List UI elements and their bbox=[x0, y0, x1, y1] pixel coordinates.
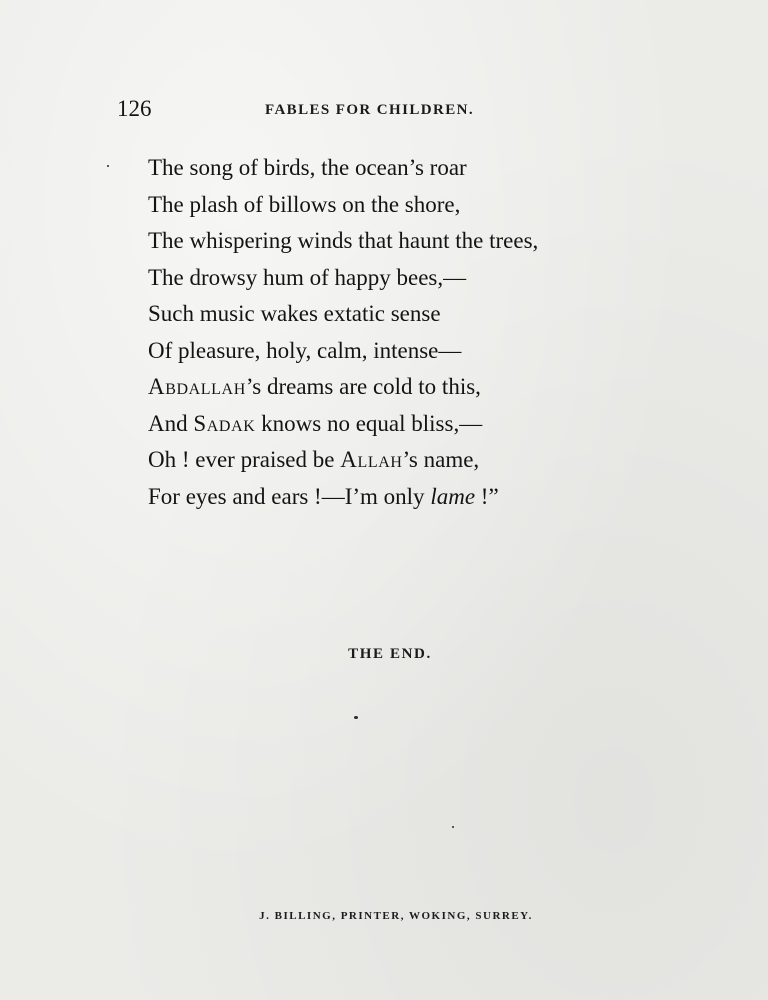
line-text: knows no equal bliss,— bbox=[255, 410, 483, 436]
ink-speck bbox=[354, 716, 358, 719]
page-number: 126 bbox=[117, 96, 152, 121]
poem-line: The whispering winds that haunt the trees, bbox=[148, 228, 539, 253]
line-text: Oh ! ever praised be bbox=[148, 447, 341, 472]
poem-line: Of pleasure, holy, calm, intense— bbox=[148, 337, 462, 363]
poem-line: The drowsy hum of happy bees,— bbox=[148, 264, 467, 290]
ink-speck bbox=[107, 165, 109, 167]
end-mark-text: THE END. bbox=[348, 646, 432, 662]
line-text: ’s name, bbox=[402, 447, 480, 472]
poem-line bbox=[148, 369, 688, 406]
proper-name: Abdallah bbox=[148, 374, 246, 399]
poem-line: The song of birds, the ocean’s roar bbox=[148, 155, 467, 180]
ink-speck bbox=[452, 826, 454, 828]
page-header bbox=[0, 96, 768, 126]
poem-line bbox=[148, 406, 688, 443]
line-text: For eyes and ears !—I’m only bbox=[148, 483, 431, 509]
printer-imprint-text: J. BILLING, PRINTER, WOKING, SURREY. bbox=[259, 910, 533, 922]
line-text: !” bbox=[475, 483, 499, 509]
poem-stanza bbox=[148, 150, 688, 515]
proper-name: Sadak bbox=[193, 410, 256, 436]
end-mark bbox=[0, 646, 768, 663]
line-text: ’s dreams are cold to this, bbox=[245, 374, 481, 399]
running-title: FABLES FOR CHILDREN. bbox=[265, 102, 474, 118]
emphasized-word: lame bbox=[430, 483, 476, 509]
printer-imprint bbox=[0, 910, 768, 922]
poem-line: The plash of billows on the shore, bbox=[148, 191, 461, 217]
poem-line: Such music wakes extatic sense bbox=[148, 301, 441, 326]
line-text: And bbox=[148, 410, 194, 436]
poem-line bbox=[148, 479, 688, 516]
proper-name: Allah bbox=[340, 447, 403, 472]
poem-line bbox=[148, 442, 688, 479]
